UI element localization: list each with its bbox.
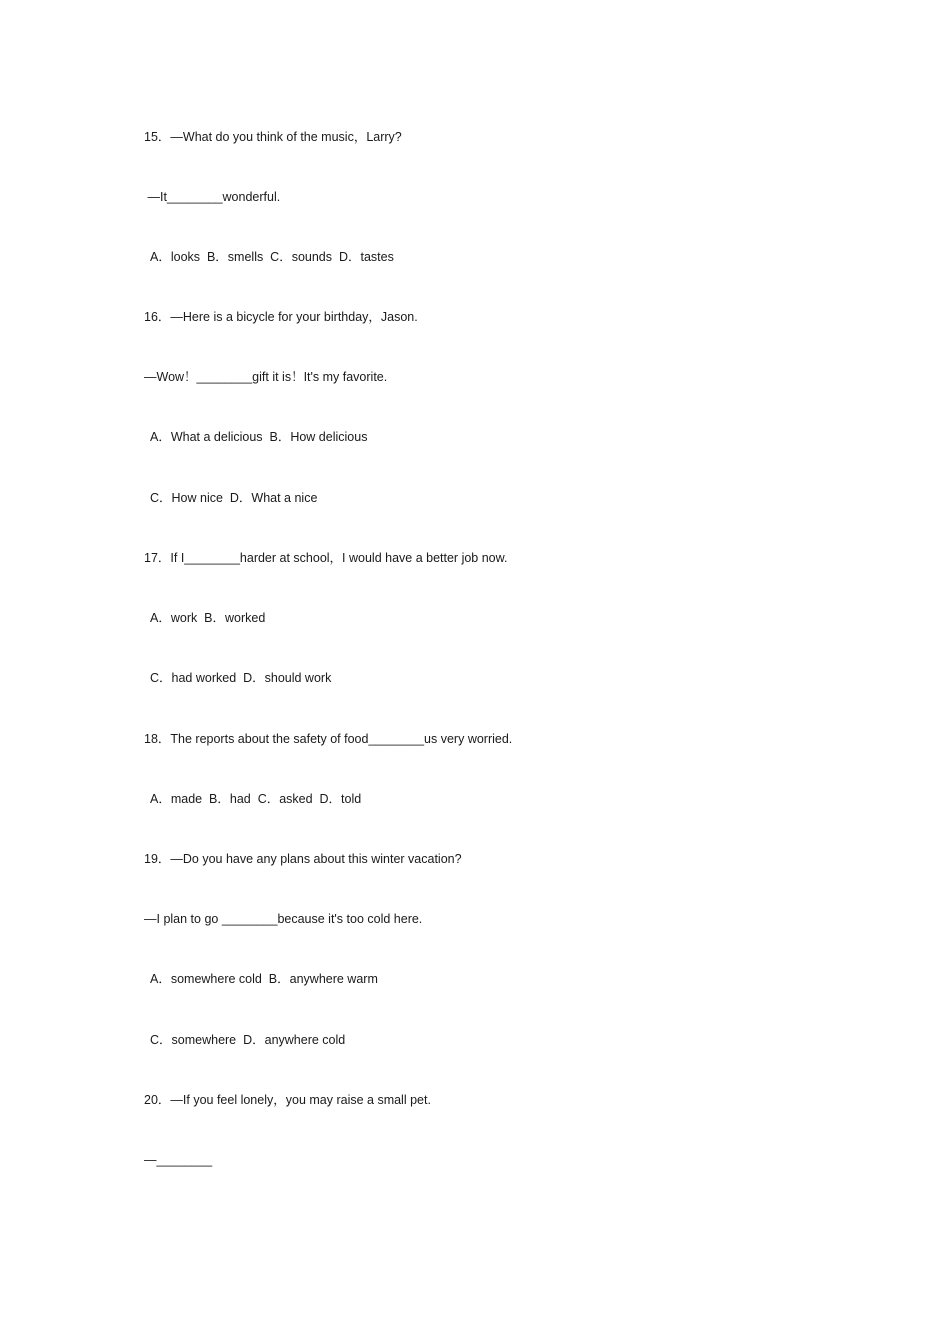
- question-19-stem: 19．—Do you have any plans about this winter vacation?: [144, 852, 462, 866]
- question-16-options-cd: C．How nice D．What a nice: [150, 491, 318, 505]
- question-20-reply: —________: [144, 1153, 213, 1167]
- question-19-options-cd: C．somewhere D．anywhere cold: [150, 1033, 346, 1047]
- question-18-options: A．made B．had C．asked D．told: [150, 792, 362, 806]
- question-15-options: A．looks B．smells C．sounds D．tastes: [150, 250, 394, 264]
- question-15-reply: —It________wonderful.: [144, 190, 281, 204]
- question-17-stem: 17．If I________harder at school，I would have a better job now.: [144, 551, 508, 565]
- question-15-stem: 15．—What do you think of the music，Larry?: [144, 130, 402, 144]
- question-18-stem: 18．The reports about the safety of food________us very worried.: [144, 732, 513, 746]
- question-17-options-cd: C．had worked D．should work: [150, 671, 332, 685]
- question-19-reply: —I plan to go ________because it's too cold here.: [144, 912, 423, 926]
- question-20-stem: 20．—If you feel lonely，you may raise a small pet.: [144, 1093, 431, 1107]
- question-17-options-ab: A．work B．worked: [150, 611, 266, 625]
- question-16-stem: 16．—Here is a bicycle for your birthday，Jason.: [144, 310, 418, 324]
- question-16-reply: —Wow！________gift it is！It's my favorite.: [144, 370, 388, 384]
- question-16-options-ab: A．What a delicious B．How delicious: [150, 430, 368, 444]
- question-19-options-ab: A．somewhere cold B．anywhere warm: [150, 972, 378, 986]
